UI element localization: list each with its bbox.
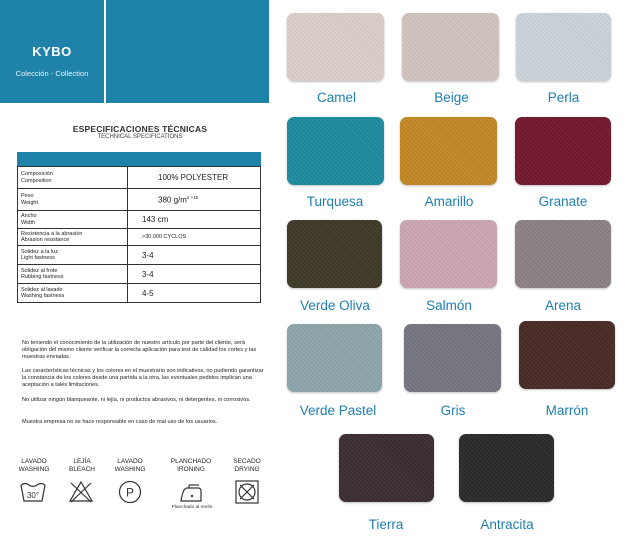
spec-label: Composición Composition bbox=[18, 167, 128, 189]
color-swatch-label: Tierra bbox=[368, 517, 404, 532]
color-swatch bbox=[519, 321, 615, 389]
iron-note: Planchado al revés bbox=[171, 505, 213, 510]
spec-value: 3-4 bbox=[128, 265, 261, 284]
color-swatch bbox=[287, 117, 384, 185]
color-swatch bbox=[287, 324, 382, 392]
svg-text:P: P bbox=[125, 485, 135, 500]
color-swatch bbox=[402, 13, 499, 81]
spec-label: Resistencia a la abrasión Abrasion resistance bbox=[18, 229, 128, 246]
color-swatch-label: Verde Oliva bbox=[300, 298, 370, 313]
specs-title: ESPECIFICACIONES TÉCNICAS bbox=[72, 124, 208, 134]
color-swatch-label: Salmón bbox=[426, 298, 472, 313]
specs-subtitle: TECHNICAL SPECIFICATIONS bbox=[97, 134, 183, 140]
spec-label: Ancho Width bbox=[18, 211, 128, 229]
table-row bbox=[18, 265, 261, 284]
color-swatch bbox=[287, 13, 384, 81]
dry-clean-p-icon bbox=[117, 480, 143, 504]
specs-table bbox=[17, 166, 261, 303]
care-label-bleach: LEJÍA BLEACH bbox=[68, 458, 95, 473]
spec-label: Peso Weight bbox=[18, 189, 128, 211]
wash-30-icon bbox=[20, 480, 46, 504]
color-swatch bbox=[459, 434, 554, 502]
note-paragraph: Muestra empresa no se hace responsable en caso de mal uso de los usuarios. bbox=[22, 419, 218, 425]
color-swatch-label: Granate bbox=[538, 194, 588, 209]
note-paragraph: No teniendo el conocimiento de la utilización de nuestro artículo por parte del cliente, será obligación del mismo cliente verificar la correcta aplicación para test de calidad los cortes y las muestras enviadas. bbox=[22, 340, 257, 360]
color-swatch-label: Camel bbox=[316, 90, 356, 105]
table-row bbox=[18, 229, 261, 246]
color-swatch-label: Antracita bbox=[480, 517, 534, 532]
color-swatch-label: Turquesa bbox=[306, 194, 364, 209]
color-swatch-label: Arena bbox=[544, 298, 582, 313]
tumble-dry-icon bbox=[234, 480, 260, 504]
table-row bbox=[18, 246, 261, 265]
color-swatch bbox=[400, 220, 497, 288]
table-row bbox=[18, 211, 261, 229]
color-swatch bbox=[400, 117, 497, 185]
no-bleach-icon bbox=[68, 480, 94, 504]
spec-label: Solidez al lavado Washing fastness bbox=[18, 284, 128, 303]
color-swatch bbox=[339, 434, 434, 502]
color-swatch-label: Beige bbox=[434, 90, 469, 105]
table-row bbox=[18, 167, 261, 189]
care-label-drying: SECADO DRYING bbox=[233, 458, 261, 473]
table-row bbox=[18, 189, 261, 211]
care-label-dry-clean: LAVADO WASHING bbox=[114, 458, 146, 473]
color-swatch bbox=[516, 13, 611, 81]
spec-label: Solidez a la luz Light fastness bbox=[18, 246, 128, 265]
color-swatch bbox=[515, 117, 611, 185]
color-swatch-label: Gris bbox=[440, 403, 466, 418]
table-row bbox=[18, 284, 261, 303]
brand-box-right bbox=[106, 0, 269, 103]
color-swatch-label: Marrón bbox=[545, 403, 589, 418]
note-paragraph: Las características técnicas y los colores en el muestrario son indicativos, no pudiendo garantizar la constancia de los colores desde una partida a la otra, las eventuales pedidos implican una aceptación a tales limitaciones. bbox=[22, 368, 264, 388]
collection-subtitle: Colección - Collection bbox=[15, 69, 89, 78]
spec-value: 380 $g/m^{2 +10}$ bbox=[128, 189, 261, 211]
spec-value: 100% POLYESTER bbox=[128, 167, 261, 189]
collection-name: KYBO bbox=[32, 44, 72, 59]
spec-value: 4-5 bbox=[128, 284, 261, 303]
color-swatch bbox=[287, 220, 382, 288]
iron-icon bbox=[178, 482, 204, 506]
care-label-ironing: PLANCHADO IRONING bbox=[170, 458, 212, 473]
color-swatch-label: Verde Pastel bbox=[299, 403, 377, 418]
color-swatch bbox=[515, 220, 611, 288]
color-swatch bbox=[404, 324, 501, 392]
care-label-washing: LAVADO WASHING bbox=[18, 458, 50, 473]
spec-value: >30.000 CYCLOS bbox=[128, 229, 261, 246]
spec-value: 3-4 bbox=[128, 246, 261, 265]
spec-value: 143 cm bbox=[128, 211, 261, 229]
specs-header-bar bbox=[17, 152, 261, 166]
svg-text:30°: 30° bbox=[26, 491, 40, 500]
note-paragraph: No utilizar ningún blanqueante, ni lejía, ni productos abrasivos, ni detergentes, ni corrosivos. bbox=[22, 397, 251, 403]
color-swatch-label: Amarillo bbox=[424, 194, 474, 209]
spec-label: Solidez al frote Rubbing fastness bbox=[18, 265, 128, 284]
color-swatch-label: Perla bbox=[547, 90, 580, 105]
